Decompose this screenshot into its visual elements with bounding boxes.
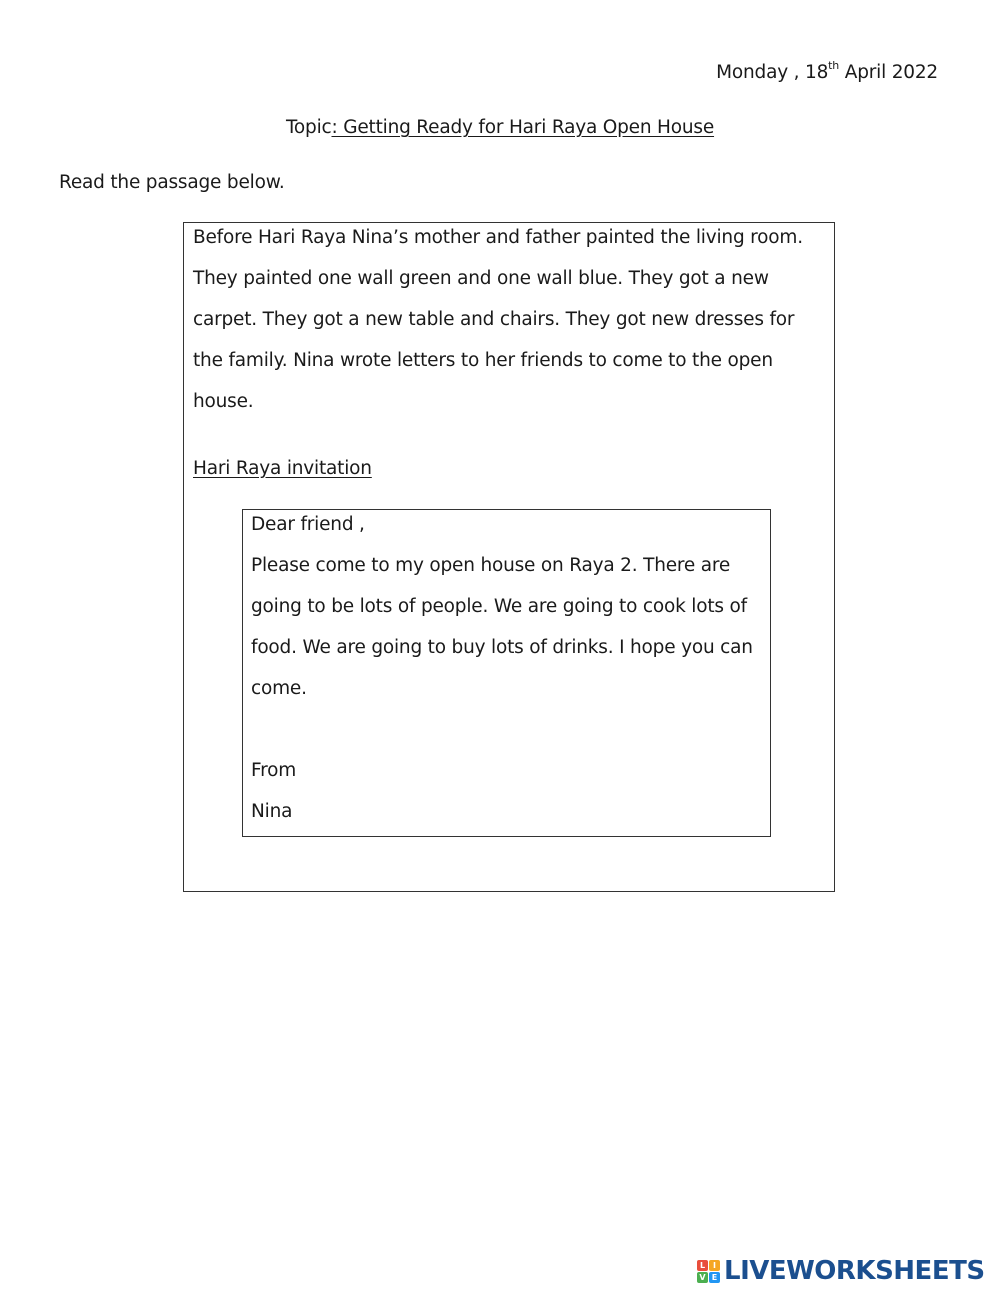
invitation-heading: Hari Raya invitation [193, 458, 372, 479]
letter-line: come. [251, 678, 307, 699]
passage-line: Before Hari Raya Nina’s mother and father painted the living room. [193, 227, 803, 248]
date-ordinal-suffix: th [828, 58, 840, 72]
letter-line: food. We are going to buy lots of drinks. I hope you can [251, 637, 753, 658]
letter-greeting: Dear friend , [251, 514, 365, 535]
liveworksheets-logo-icon [697, 1260, 720, 1283]
date-prefix: Monday , 18 [716, 62, 829, 83]
passage-line: house. [193, 391, 254, 412]
logo-tile-i: I [709, 1260, 720, 1271]
topic-label: Topic [285, 117, 332, 138]
topic-heading [0, 117, 1000, 139]
logo-tile-e: E [709, 1272, 720, 1283]
passage-line: carpet. They got a new table and chairs. They got new dresses for [193, 309, 795, 330]
letter-signature: Nina [251, 801, 293, 822]
liveworksheets-logo-text: LIVEWORKSHEETS [724, 1256, 985, 1286]
worksheet-date [716, 58, 938, 84]
passage-line: the family. Nina wrote letters to her friends to come to the open [193, 350, 773, 371]
date-suffix: April 2022 [839, 62, 938, 83]
passage-line: They painted one wall green and one wall blue. They got a new [193, 268, 769, 289]
topic-title: : Getting Ready for Hari Raya Open House [331, 117, 715, 138]
letter-line: going to be lots of people. We are going to cook lots of [251, 596, 747, 617]
logo-tile-v: V [697, 1272, 708, 1283]
letter-closing: From [251, 760, 297, 781]
liveworksheets-logo[interactable] [697, 1255, 985, 1287]
logo-tile-l: L [697, 1260, 708, 1271]
instruction-text: Read the passage below. [59, 172, 285, 193]
letter-line: Please come to my open house on Raya 2. There are [251, 555, 731, 576]
